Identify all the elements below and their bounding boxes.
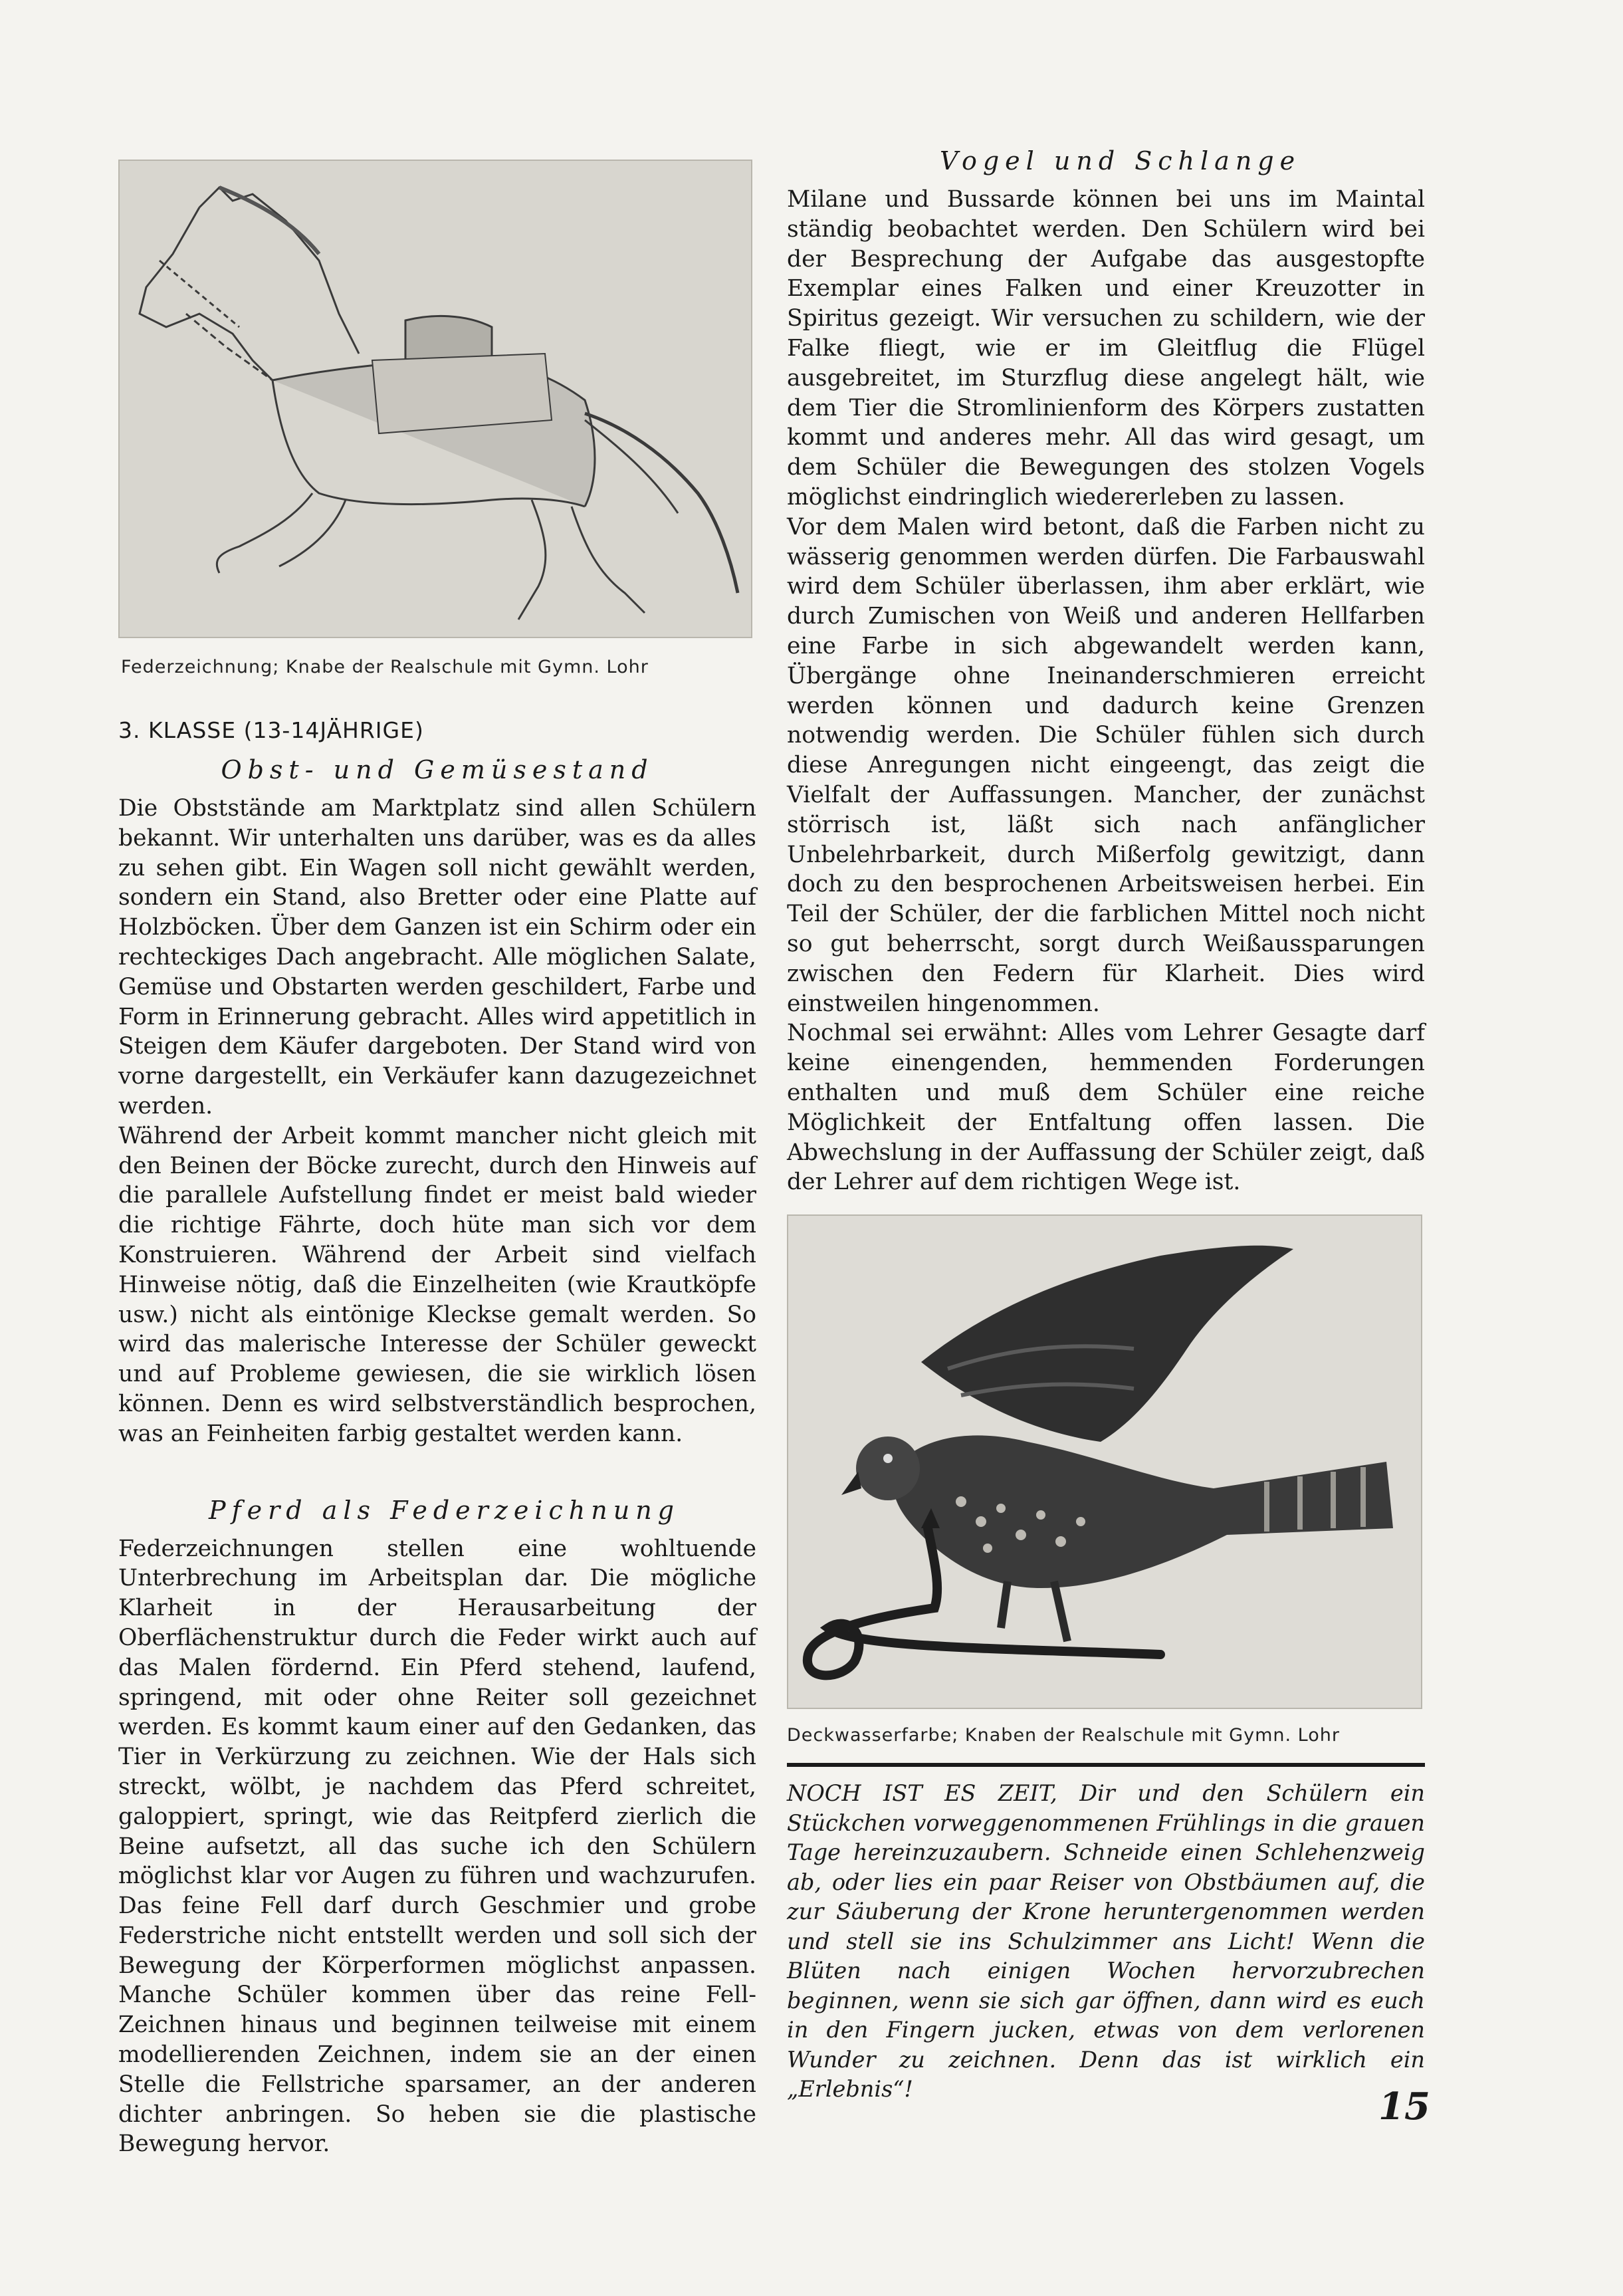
page-number: 15 [1378, 2085, 1430, 2128]
class-heading: 3. KLASSE (13-14JÄHRIGE) [118, 717, 424, 743]
note-paragraph: NOCH IST ES ZEIT, Dir und den Schülern ein Stückchen vorweggenommenen Frühlings in die grauen Tage hereinzuzaubern. Schneide einen Schlehenzweig ab, oder lies ein paar Reiser von Obstbäumen auf, die zur Säuberung der Krone heruntergenommen werden und stell sie ins Schulzimmer ans Licht! Wenn die Blüten nach einigen Wochen hervorzubrechen beginnen, wenn sie sich gar öffnen, dann wird es euch in den Fingern jucken, etwas von dem verlorenen Wunder zu zeichnen. Denn das ist wirklich ein „Erlebnis“! [787, 1780, 1425, 2103]
note-divider [787, 1763, 1425, 1767]
left-column [118, 160, 756, 2159]
right-column [787, 146, 1425, 2105]
section-title-obst: Obst- und Gemüsestand [221, 755, 654, 784]
vogel-paragraph: Nochmal sei erwähnt: Alles vom Lehrer Gesagte darf keine einengenden, hemmenden Forderungen enthalten und muß dem Schüler eine reiche Möglichkeit der Entfaltung offen lassen. Die Abwechslung in der Auffassung der Schüler zeigt, daß der Lehrer auf dem richtigen Wege ist. [787, 1020, 1425, 1196]
horse-pen-drawing [118, 160, 752, 638]
vogel-paragraph: Milane und Bussarde können bei uns im Maintal ständig beobachtet werden. Den Schülern wird bei der Besprechung der Aufgabe das ausgestopfte Exemplar eines Falken und einer Kreuzotter in Spiritus gezeigt. Wir versuchen zu schildern, wie der Falke fliegt, wie er im Gleitflug die Flügel ausgebreitet, im Sturzflug diese angelegt hält, wie dem Tier die Stromlinienform des Körpers zustatten kommt und anderes mehr. All das wird gesagt, um dem Schüler die Bewegungen des stolzen Vogels möglichst eindringlich wiedererleben zu lassen. [787, 186, 1425, 511]
pferd-paragraph: Federzeichnungen stellen eine wohltuende Unterbrechung im Arbeitsplan dar. Die mögliche Klarheit in der Herausarbeitung der Oberflächenstruktur durch die Feder wirkt auch auf das Malen fördernd. Ein Pferd stehend, laufend, springend, mit oder ohne Reiter soll gezeichnet werden. Es kommt kaum einer auf den Gedanken, das Tier in Verkürzung zu zeichnen. Wie der Hals sich streckt, wölbt, je nachdem das Pferd schreitet, galoppiert, springt, wie das Reitpferd zierlich die Beine aufsetzt, all das suche ich den Schülern möglichst klar vor Augen zu führen und wachzurufen. Das feine Fell darf durch Geschmier und grobe Federstriche nicht entstellt werden und soll sich der Bewegung der Körperformen möglichst anpassen. Manche Schüler kommen über das reine Fell-Zeichnen hinaus und beginnen teilweise mit einem modellierenden Zeichnen, indem sie an der einen Stelle die Fellstriche sparsamer, an der anderen dichter anbringen. So heben sie die plastische Bewegung hervor. [118, 1535, 756, 2158]
vogel-paragraph: Vor dem Malen wird betont, daß die Farben nicht zu wässerig genommen werden dürfen. Die Farbauswahl wird dem Schüler überlassen, ihm aber erklärt, wie durch Zumischen von Weiß und anderen Hellfarben eine Farbe in sich abgewandelt werden kann, Übergänge ohne Ineinanderschmieren erreicht werden können und dadurch keine Grenzen notwendig werden. Die Schüler fühlen sich durch diese Anregungen nicht eingeengt, das zeigt die Vielfalt der Auffassungen. Mancher, der zunächst störrisch ist, läßt sich nach anfänglicher Unbelehrbarkeit, durch Mißerfolg gewitzigt, dann doch zu den besprochenen Arbeitsweisen herbei. Ein Teil der Schüler, der die farblichen Mittel noch nicht so gut beherrscht, sorgt durch Weißaussparungen zwischen den Federn für Klarheit. Dies wird einstweilen hingenommen. [787, 513, 1425, 1017]
section-title-pferd: Pferd als Federzeichnung [209, 1495, 680, 1525]
horse-figure-caption: Federzeichnung; Knabe der Realschule mit Gymn. Lohr [121, 657, 649, 677]
horse-illustration [120, 161, 751, 637]
bird-and-snake-painting [787, 1214, 1422, 1709]
obst-paragraph: Die Obststände am Marktplatz sind allen Schülern bekannt. Wir unterhalten uns darüber, was es da alles zu sehen gibt. Ein Wagen soll nicht gewählt werden, sondern ein Stand, also Bretter oder eine Platte auf Holzböcken. Über dem Ganzen ist ein Schirm oder ein rechteckiges Dach angebracht. Alle möglichen Salate, Gemüse und Obstarten werden geschildert, Farbe und Form in Erinnerung gebracht. Alles wird appetitlich in Steigen dem Käufer dargeboten. Der Stand wird von vorne dargestellt, ein Verkäufer kann dazugezeichnet werden. [118, 795, 756, 1119]
falcon-illustration [788, 1216, 1421, 1708]
bird-figure-caption: Deckwasserfarbe; Knaben der Realschule mit Gymn. Lohr [787, 1725, 1340, 1746]
obst-paragraph: Während der Arbeit kommt mancher nicht gleich mit den Beinen der Böcke zurecht, durch den Hinweis auf die parallele Aufstellung findet er meist bald wieder die richtige Fährte, doch hüte man sich vor dem Konstruieren. Während der Arbeit sind vielfach Hinweise nötig, daß die Einzelheiten (wie Krautköpfe usw.) nicht als eintönige Kleckse gemalt werden. So wird das malerische Interesse der Schüler geweckt und auf Probleme gewiesen, die sie wirklich lösen können. Denn es wird selbstverständlich besprochen, was an Feinheiten farbig gestaltet werden kann. [118, 1122, 756, 1447]
section-title-vogel: Vogel und Schlange [940, 146, 1301, 175]
